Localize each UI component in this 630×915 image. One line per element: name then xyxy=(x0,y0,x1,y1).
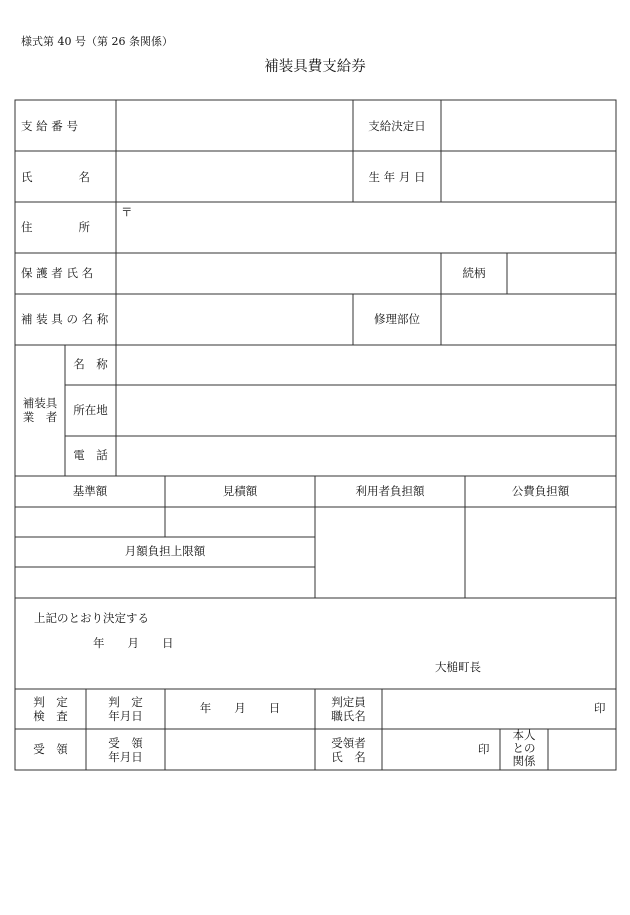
label-receipt-date: 受 領 年月日 xyxy=(108,736,143,764)
label-estimate-amount: 見積額 xyxy=(222,484,258,498)
label-judge-check: 判 定 検 査 xyxy=(33,695,68,723)
decision-statement: 上記のとおり決定する xyxy=(34,611,149,625)
decision-date: 年 月 日 xyxy=(93,636,174,650)
label-device-name: 補 装 具 の 名 称 xyxy=(21,312,109,326)
receiver-seal: 印 xyxy=(478,742,490,756)
label-user-share: 利用者負担額 xyxy=(355,484,425,498)
label-relation-to-person: 本人 との 関係 xyxy=(512,728,536,768)
label-judge-officer: 判定員 職氏名 xyxy=(331,695,366,723)
label-payment-decision-date: 支給決定日 xyxy=(368,119,426,133)
label-vendor: 補装具 業 者 xyxy=(22,396,58,424)
label-name: 氏 名 xyxy=(21,170,90,184)
form-number: 様式第 40 号（第 26 条関係） xyxy=(21,35,173,48)
label-receipt: 受 領 xyxy=(33,742,68,756)
label-vendor-phone: 電 話 xyxy=(73,448,108,462)
judge-seal: 印 xyxy=(594,701,606,715)
label-receiver: 受領者 氏 名 xyxy=(331,736,366,764)
postal-mark: 〒 xyxy=(121,205,133,219)
form-border xyxy=(15,100,616,770)
form-title: 補装具費支給券 xyxy=(264,59,366,75)
label-payment-number: 支 給 番 号 xyxy=(21,119,78,133)
label-birth-date: 生 年 月 日 xyxy=(368,170,426,184)
label-relationship: 続柄 xyxy=(462,266,486,280)
label-guardian-name: 保 護 者 氏 名 xyxy=(21,266,94,280)
label-repair-part: 修理部位 xyxy=(374,312,420,326)
label-judge-date: 判 定 年月日 xyxy=(108,695,143,723)
label-monthly-limit: 月額負担上限額 xyxy=(124,544,206,558)
label-public-share: 公費負担額 xyxy=(511,484,570,498)
judge-date-value: 年 月 日 xyxy=(199,701,281,715)
label-address: 住 所 xyxy=(21,220,90,234)
label-vendor-location: 所在地 xyxy=(73,403,108,417)
decision-mayor: 大槌町長 xyxy=(435,660,481,674)
label-vendor-name: 名 称 xyxy=(73,357,108,371)
label-standard-amount: 基準額 xyxy=(72,484,108,498)
